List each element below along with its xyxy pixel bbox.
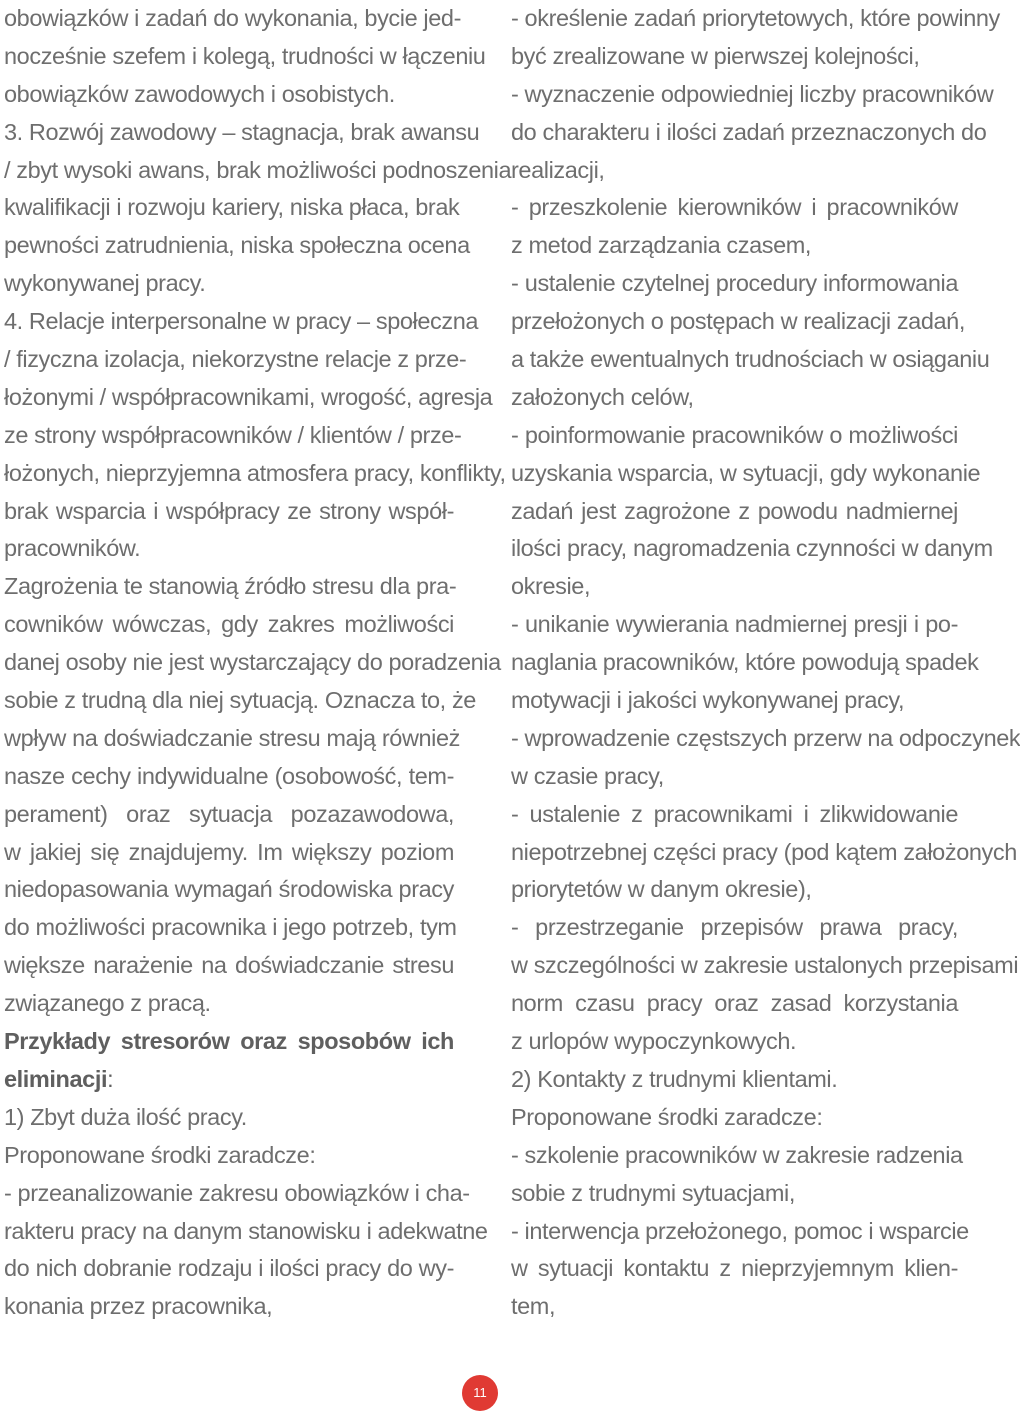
text-line	[4, 227, 470, 265]
text-line-content: sobie z trudnymi sytuacjami,	[511, 1179, 795, 1206]
text-line	[511, 834, 1017, 872]
text-line-content: Zagrożenia te stanowią źródło stresu dla pra-	[4, 573, 457, 600]
text-line	[4, 871, 454, 909]
text-line	[511, 530, 993, 568]
text-line	[4, 303, 479, 341]
text-line-content: uzyskania wsparcia, w sytuacji, gdy wykonanie	[511, 459, 981, 486]
text-line	[511, 493, 958, 531]
text-line	[511, 1023, 958, 1061]
text-line-content: wpływ na doświadczanie stresu mają również	[4, 724, 461, 751]
text-line-content: - ustalenie czytelnej procedury informowania	[511, 270, 958, 297]
text-line-content: tem,	[511, 1293, 556, 1320]
text-line	[511, 455, 981, 493]
text-line	[4, 985, 454, 1023]
text-line-suffix: :	[107, 1065, 114, 1092]
text-line-content: eliminacji	[4, 1065, 108, 1092]
text-line-content: Proponowane środki zaradcze:	[511, 1103, 823, 1130]
text-line	[511, 0, 1000, 38]
text-line	[511, 758, 958, 796]
text-line-content: 3. Rozwój zawodowy – stagnacja, brak awansu	[4, 118, 480, 145]
text-line	[511, 682, 958, 720]
text-line-content: brak wsparcia i współpracy ze strony współ-	[4, 497, 454, 524]
text-line	[4, 947, 454, 985]
text-line-content: - interwencja przełożonego, pomoc i wsparcie	[511, 1217, 969, 1244]
page-number-badge: 11	[462, 1375, 498, 1411]
text-line	[4, 1099, 454, 1137]
text-line-content: obowiązków i zadań do wykonania, bycie jed-	[4, 5, 461, 31]
text-line-content: realizacji,	[511, 156, 605, 183]
text-line-content: być zrealizowane w pierwszej kolejności,	[511, 42, 920, 69]
text-line	[511, 227, 958, 265]
text-line	[4, 114, 480, 152]
text-line	[511, 76, 994, 114]
text-line-content: norm czasu pracy oraz zasad korzystania	[511, 990, 958, 1017]
text-line	[511, 947, 1019, 985]
text-line-content: - przeanalizowanie zakresu obowiązków i cha-	[4, 1179, 470, 1206]
text-line-content: 1) Zbyt duża ilość pracy.	[4, 1103, 247, 1130]
text-line	[511, 871, 958, 909]
text-line	[511, 114, 987, 152]
text-line	[4, 568, 457, 606]
text-line	[4, 189, 460, 227]
text-line	[4, 606, 454, 644]
text-line-content: - unikanie wywierania nadmiernej presji i po-	[511, 611, 958, 638]
text-line	[4, 1175, 470, 1213]
text-line-content: ze strony współpracowników / klientów / prze-	[4, 421, 462, 448]
text-line-content: łożonych, nieprzyjemna atmosfera pracy, konflikty,	[4, 459, 506, 486]
text-line	[4, 1061, 454, 1099]
text-line	[511, 1288, 958, 1326]
text-line	[4, 758, 454, 796]
text-line-content: a także ewentualnych trudnościach w osiąganiu	[511, 346, 990, 373]
text-line	[511, 189, 958, 227]
text-line	[4, 530, 454, 568]
text-line-content: do nich dobranie rodzaju i ilości pracy do wy-	[4, 1255, 454, 1282]
text-line-content: danej osoby nie jest wystarczający do poradzenia	[4, 649, 501, 676]
text-line	[511, 606, 958, 644]
text-line	[4, 1288, 454, 1326]
text-line	[511, 1061, 958, 1099]
text-line	[4, 417, 462, 455]
text-line	[4, 379, 493, 417]
text-line	[4, 644, 501, 682]
text-line-content: w jakiej się znajdujemy. Im większy poziom	[4, 838, 454, 865]
text-line-content: w sytuacji kontaktu z nieprzyjemnym klien-	[511, 1255, 958, 1282]
text-line	[511, 265, 958, 303]
text-line	[4, 455, 506, 493]
text-line-content: pewności zatrudnienia, niska społeczna ocena	[4, 232, 470, 259]
text-line-content: okresie,	[511, 573, 591, 600]
text-line	[511, 417, 958, 455]
text-line	[511, 1213, 969, 1251]
text-line-content: - szkolenie pracowników w zakresie radzenia	[511, 1141, 963, 1168]
text-line	[511, 38, 958, 76]
text-line-content: perament) oraz sytuacja pozazawodowa,	[4, 800, 454, 827]
text-line	[4, 493, 454, 531]
text-line	[4, 720, 461, 758]
text-line-content: rakteru pracy na danym stanowisku i adekwatne	[4, 1217, 488, 1244]
text-line	[4, 909, 457, 947]
text-line-content: - poinformowanie pracowników o możliwości	[511, 421, 958, 448]
text-line	[511, 152, 958, 190]
text-line	[4, 682, 476, 720]
text-line-content: 4. Relacje interpersonalne w pracy – społeczna	[4, 308, 479, 335]
text-line-content: założonych celów,	[511, 383, 694, 410]
text-line-content: naglania pracowników, które powodują spadek	[511, 649, 979, 676]
text-line-content: - ustalenie z pracownikami i zlikwidowanie	[511, 800, 958, 827]
text-line	[511, 1137, 963, 1175]
text-line	[4, 834, 454, 872]
text-line-content: sobie z trudną dla niej sytuacją. Oznacza to, że	[4, 687, 476, 714]
text-line	[511, 303, 965, 341]
text-line-content: przełożonych o postępach w realizacji zadań,	[511, 308, 965, 335]
text-line-content: w czasie pracy,	[511, 762, 664, 789]
text-line-content: wykonywanej pracy.	[4, 270, 206, 297]
right-text-column	[511, 0, 1020, 1326]
text-line-content: do charakteru i ilości zadań przeznaczonych do	[511, 118, 987, 145]
text-line	[4, 0, 461, 38]
text-line-content: kwalifikacji i rozwoju kariery, niska płaca, brak	[4, 194, 460, 221]
text-line-content: motywacji i jakości wykonywanej pracy,	[511, 687, 905, 714]
text-line	[4, 341, 467, 379]
text-line	[511, 1175, 958, 1213]
text-line	[511, 909, 958, 947]
text-line	[4, 265, 454, 303]
text-line-content: cowników wówczas, gdy zakres możliwości	[4, 611, 454, 638]
text-line-content: nasze cechy indywidualne (osobowość, tem-	[4, 762, 454, 789]
text-line-content: z urlopów wypoczynkowych.	[511, 1028, 797, 1055]
text-line	[4, 1213, 488, 1251]
text-line-content: związanego z pracą.	[4, 990, 211, 1017]
text-line	[511, 568, 958, 606]
text-line-content: większe narażenie na doświadczanie stresu	[4, 952, 454, 979]
text-line	[511, 379, 958, 417]
text-line	[511, 644, 979, 682]
text-line-content: / fizyczna izolacja, niekorzystne relacje z prze-	[4, 346, 467, 373]
text-line-content: / zbyt wysoki awans, brak możliwości podnoszenia	[4, 156, 512, 183]
text-line-content: w szczególności w zakresie ustalonych przepisami	[511, 952, 1019, 979]
text-line	[511, 796, 958, 834]
text-line-content: ilości pracy, nagromadzenia czynności w danym	[511, 535, 993, 562]
text-line-content: Proponowane środki zaradcze:	[4, 1141, 316, 1168]
text-line	[511, 341, 990, 379]
text-line-content: 2) Kontakty z trudnymi klientami.	[511, 1065, 838, 1092]
text-line	[511, 985, 958, 1023]
text-line-content: z metod zarządzania czasem,	[511, 232, 812, 259]
text-line-content: niepotrzebnej części pracy (pod kątem założonych	[511, 838, 1017, 865]
text-line	[511, 720, 1020, 758]
text-line-content: zadań jest zagrożone z powodu nadmiernej	[511, 497, 958, 524]
text-line	[4, 76, 454, 114]
text-line	[511, 1250, 958, 1288]
text-line-content: obowiązków zawodowych i osobistych.	[4, 80, 395, 107]
text-line	[4, 152, 512, 190]
text-line-content: - przestrzeganie przepisów prawa pracy,	[511, 914, 958, 941]
text-line-content: Przykłady stresorów oraz sposobów ich	[4, 1028, 454, 1055]
text-line	[4, 1023, 454, 1061]
text-line	[511, 1099, 958, 1137]
text-line-content: niedopasowania wymagań środowiska pracy	[4, 876, 454, 903]
text-line-content: pracowników.	[4, 535, 141, 562]
text-line-content: priorytetów w danym okresie),	[511, 876, 812, 903]
text-line-content: nocześnie szefem i kolegą, trudności w łączeniu	[4, 42, 486, 69]
text-line-content: - wprowadzenie częstszych przerw na odpoczynek	[511, 724, 1020, 751]
text-line	[4, 1250, 454, 1288]
text-line	[4, 796, 454, 834]
text-line-content: - wyznaczenie odpowiedniej liczby pracowników	[511, 80, 994, 107]
text-line-content: - określenie zadań priorytetowych, które powinny	[511, 5, 1000, 31]
text-line-content: łożonymi / współpracownikami, wrogość, agresja	[4, 383, 493, 410]
text-line-content: konania przez pracownika,	[4, 1293, 273, 1320]
left-text-column	[4, 0, 512, 1326]
text-line-content: - przeszkolenie kierowników i pracowników	[511, 194, 958, 221]
text-line-content: do możliwości pracownika i jego potrzeb, tym	[4, 914, 457, 941]
text-line	[4, 1137, 454, 1175]
text-line	[4, 38, 486, 76]
